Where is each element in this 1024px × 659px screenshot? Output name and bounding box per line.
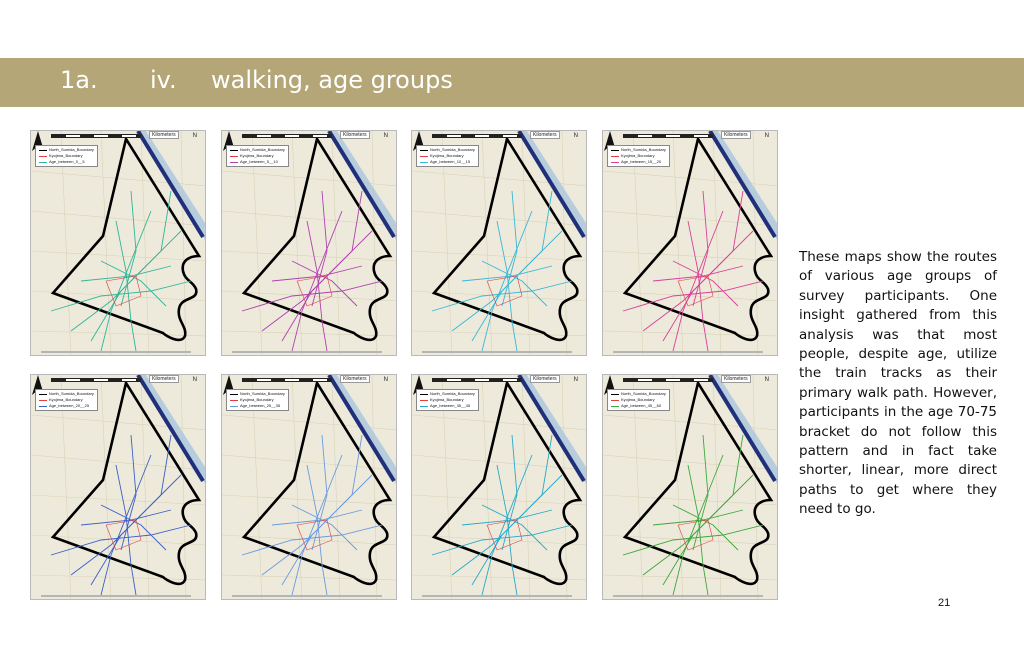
map-legend — [416, 145, 479, 167]
route-swatch — [420, 406, 428, 407]
route-map-3 — [411, 130, 587, 356]
route-map-2 — [221, 130, 397, 356]
kyojima-swatch — [230, 156, 238, 157]
legend-north-boundary: North_Sumida_Boundary — [240, 391, 285, 396]
legend-age-group: Age_between_10__15 — [430, 159, 471, 164]
boundary-swatch — [611, 394, 619, 395]
legend-north-boundary: North_Sumida_Boundary — [621, 391, 666, 396]
north-label: N — [383, 377, 388, 383]
legend-age-group: Age_between_25__35 — [240, 403, 281, 408]
map-legend — [226, 389, 289, 411]
kyojima-swatch — [39, 156, 47, 157]
page-title: walking, age groups — [211, 66, 453, 94]
map-legend — [35, 145, 98, 167]
map-legend — [607, 389, 670, 411]
legend-north-boundary: North_Sumida_Boundary — [49, 391, 94, 396]
map-attribution — [41, 351, 191, 353]
north-label: N — [573, 377, 578, 383]
north-sumida-boundary — [434, 383, 580, 584]
boundary-swatch — [420, 394, 428, 395]
legend-age-group: Age_between_0__5 — [49, 159, 85, 164]
legend-kyojima: Kyojima_Boundary — [240, 397, 274, 402]
legend-kyojima: Kyojima_Boundary — [430, 397, 464, 402]
legend-age-group: Age_between_35__45 — [430, 403, 471, 408]
route-map-7 — [411, 374, 587, 600]
route-map-6 — [221, 374, 397, 600]
map-attribution — [613, 595, 763, 597]
legend-age-group: Age_between_45__60 — [621, 403, 662, 408]
subsection-number: iv. — [150, 66, 177, 94]
kyojima-swatch — [230, 400, 238, 401]
map-attribution — [232, 351, 382, 353]
legend-kyojima: Kyojima_Boundary — [49, 397, 83, 402]
boundary-swatch — [420, 150, 428, 151]
description-text: These maps show the routes of various age groups of survey participants. One insight gathered from this analysis was that most people, despite age, utilize the train tracks as their primary walk path. However, participants in the age 70-75 bracket do not follow this pattern and in fact take shorter, linear, more direct paths to get where they need to go. — [799, 249, 997, 518]
north-sumida-boundary — [434, 139, 580, 340]
scale-unit-label: Kilometers — [530, 375, 560, 383]
map-legend — [607, 145, 670, 167]
north-sumida-boundary — [244, 139, 390, 340]
page-number: 21 — [938, 597, 951, 609]
legend-age-group: Age_between_5__10 — [240, 159, 278, 164]
scale-bar — [432, 134, 522, 138]
legend-north-boundary: North_Sumida_Boundary — [240, 147, 285, 152]
scale-bar — [242, 378, 332, 382]
route-map-8 — [602, 374, 778, 600]
north-label: N — [764, 377, 769, 383]
scale-unit-label: Kilometers — [721, 375, 751, 383]
map-legend — [35, 389, 98, 411]
map-attribution — [613, 351, 763, 353]
north-sumida-boundary — [244, 383, 390, 584]
scale-unit-label: Kilometers — [340, 375, 370, 383]
map-attribution — [232, 595, 382, 597]
legend-age-group: Age_between_20__25 — [49, 403, 90, 408]
north-label: N — [192, 377, 197, 383]
legend-age-group: Age_between_15__20 — [621, 159, 662, 164]
route-map-5 — [30, 374, 206, 600]
kyojima-swatch — [611, 400, 619, 401]
scale-unit-label: Kilometers — [340, 131, 370, 139]
kyojima-swatch — [611, 156, 619, 157]
legend-north-boundary: North_Sumida_Boundary — [430, 391, 475, 396]
boundary-swatch — [230, 394, 238, 395]
legend-kyojima: Kyojima_Boundary — [621, 153, 655, 158]
scale-bar — [623, 378, 713, 382]
legend-north-boundary: North_Sumida_Boundary — [621, 147, 666, 152]
scale-bar — [242, 134, 332, 138]
north-label: N — [764, 133, 769, 139]
map-legend — [416, 389, 479, 411]
scale-unit-label: Kilometers — [149, 375, 179, 383]
scale-unit-label: Kilometers — [721, 131, 751, 139]
legend-north-boundary: North_Sumida_Boundary — [49, 147, 94, 152]
scale-bar — [51, 378, 141, 382]
north-sumida-boundary — [625, 139, 771, 340]
boundary-swatch — [39, 394, 47, 395]
legend-kyojima: Kyojima_Boundary — [49, 153, 83, 158]
north-sumida-boundary — [53, 139, 199, 340]
legend-kyojima: Kyojima_Boundary — [240, 153, 274, 158]
route-swatch — [39, 406, 47, 407]
kyojima-swatch — [420, 400, 428, 401]
title-bar — [0, 58, 1024, 107]
route-swatch — [39, 162, 47, 163]
boundary-swatch — [611, 150, 619, 151]
map-legend — [226, 145, 289, 167]
north-label: N — [192, 133, 197, 139]
route-map-1 — [30, 130, 206, 356]
map-attribution — [41, 595, 191, 597]
route-swatch — [230, 406, 238, 407]
north-sumida-boundary — [625, 383, 771, 584]
legend-kyojima: Kyojima_Boundary — [621, 397, 655, 402]
scale-bar — [623, 134, 713, 138]
north-label: N — [573, 133, 578, 139]
section-number: 1a. — [60, 66, 98, 94]
scale-bar — [51, 134, 141, 138]
route-map-4 — [602, 130, 778, 356]
north-sumida-boundary — [53, 383, 199, 584]
map-attribution — [422, 351, 572, 353]
map-attribution — [422, 595, 572, 597]
legend-kyojima: Kyojima_Boundary — [430, 153, 464, 158]
scale-unit-label: Kilometers — [530, 131, 560, 139]
legend-north-boundary: North_Sumida_Boundary — [430, 147, 475, 152]
boundary-swatch — [39, 150, 47, 151]
route-swatch — [611, 162, 619, 163]
scale-bar — [432, 378, 522, 382]
scale-unit-label: Kilometers — [149, 131, 179, 139]
north-label: N — [383, 133, 388, 139]
boundary-swatch — [230, 150, 238, 151]
route-swatch — [420, 162, 428, 163]
kyojima-swatch — [39, 400, 47, 401]
route-swatch — [611, 406, 619, 407]
kyojima-swatch — [420, 156, 428, 157]
route-swatch — [230, 162, 238, 163]
